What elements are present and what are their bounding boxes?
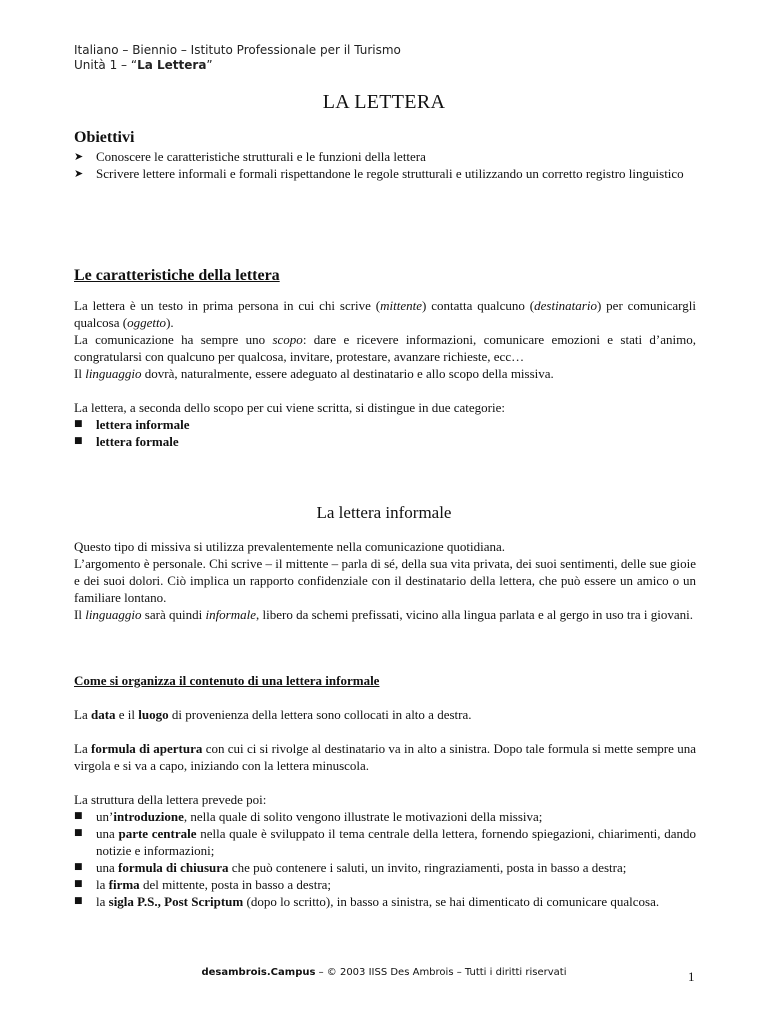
square-bullet-icon: ■	[74, 896, 83, 906]
document-header	[74, 43, 401, 73]
caratteristiche-paragraph-2: La comunicazione ha sempre uno scopo: dare e ricevere informazioni, comunicare emozioni e stati d’animo, congratularsi con qualcuno per qualcosa, invitare, protestare, avanzare richieste, ecc…	[74, 332, 696, 364]
organizza-heading: Come si organizza il contenuto di una lettera informale	[74, 673, 380, 688]
square-bullet-icon: ■	[74, 828, 83, 838]
obiettivi-heading: Obiettivi	[74, 129, 135, 146]
list-item: ➤ Conoscere le caratteristiche strutturali e le funzioni della lettera	[74, 149, 426, 164]
list-item: ■ una formula di chiusura che può contenere i saluti, un invito, ringraziamenti, posta in basso a destra;	[74, 860, 627, 875]
caratteristiche-heading: Le caratteristiche della lettera	[74, 267, 280, 284]
list-item: ■ la sigla P.S., Post Scriptum (dopo lo scritto), in basso a sinistra, se hai dimenticato di comunicare qualcosa.	[74, 894, 660, 909]
informale-heading: La lettera informale	[316, 503, 452, 522]
list-item: ■ lettera formale	[74, 434, 179, 449]
categories-list	[74, 416, 696, 450]
caratteristiche-section	[74, 266, 696, 450]
list-item: ■ una parte centrale nella quale è sviluppato il tema centrale della lettera, fornendo spiegazioni, chiarimenti, dando notizie e informazioni;	[74, 826, 696, 858]
arrow-bullet-icon: ➤	[74, 150, 84, 163]
informale-section	[74, 538, 696, 623]
square-bullet-icon: ■	[74, 419, 83, 429]
header-course-line: Italiano – Biennio – Istituto Professionale per il Turismo	[74, 43, 401, 57]
document-footer: desambrois.Campus – © 2003 IISS Des Ambrois – Tutti i diritti riservati	[201, 967, 567, 978]
caratteristiche-paragraph-3: Il linguaggio dovrà, naturalmente, essere adeguato al destinatario e allo scopo della missiva.	[74, 366, 554, 381]
caratteristiche-paragraph-4: La lettera, a seconda dello scopo per cui viene scritta, si distingue in due categorie:	[74, 400, 506, 415]
list-item: ■ la firma del mittente, posta in basso a destra;	[74, 877, 332, 892]
organizza-paragraph-1: La data e il luogo di provenienza della lettera sono collocati in alto a destra.	[74, 707, 472, 722]
square-bullet-icon: ■	[74, 436, 83, 446]
header-unit-line: Unità 1 – “La Lettera”	[74, 58, 213, 72]
organizza-paragraph-3: La struttura della lettera prevede poi:	[74, 792, 267, 807]
organizza-section	[74, 672, 696, 910]
square-bullet-icon: ■	[74, 862, 83, 872]
structure-list	[74, 808, 696, 910]
informale-paragraph-1: Questo tipo di missiva si utilizza prevalentemente nella comunicazione quotidiana.	[74, 539, 506, 554]
caratteristiche-paragraph-1: La lettera è un testo in prima persona in cui chi scrive (mittente) contatta qualcuno (destinatario) per comunicargli qualcosa (oggetto).	[74, 298, 697, 330]
organizza-paragraph-2: La formula di apertura con cui ci si rivolge al destinatario va in alto a sinistra. Dopo tale formula si mette sempre una virgola e si va a capo, iniziando con la lettera minuscola.	[74, 741, 696, 773]
square-bullet-icon: ■	[74, 879, 83, 889]
page-title: LA LETTERA	[322, 91, 446, 113]
list-item: ➤ Scrivere lettere informali e formali rispettandone le regole strutturali e utilizzando un corretto registro linguistico	[74, 166, 684, 181]
arrow-bullet-icon: ➤	[74, 167, 84, 180]
square-bullet-icon: ■	[74, 811, 83, 821]
informale-paragraph-2: L’argomento è personale. Chi scrive – il mittente – parla di sé, della sua vita privata, dei suoi sentimenti, delle sue gioie e dei suoi dolori. Ciò implica un rapporto confidenziale con il destinatario della lettera, che può essere un amico o un familiare lontano.	[74, 556, 696, 605]
obiettivi-section	[74, 128, 696, 182]
page-number: 1	[688, 969, 695, 984]
informale-paragraph-3: Il linguaggio sarà quindi informale, libero da schemi prefissati, vicino alla lingua parlata e al gergo in uso tra i giovani.	[74, 607, 693, 622]
list-item: ■ lettera informale	[74, 417, 190, 432]
obiettivi-list	[74, 148, 696, 182]
list-item: ■ un’introduzione, nella quale di solito vengono illustrate le motivazioni della missiva;	[74, 809, 543, 824]
